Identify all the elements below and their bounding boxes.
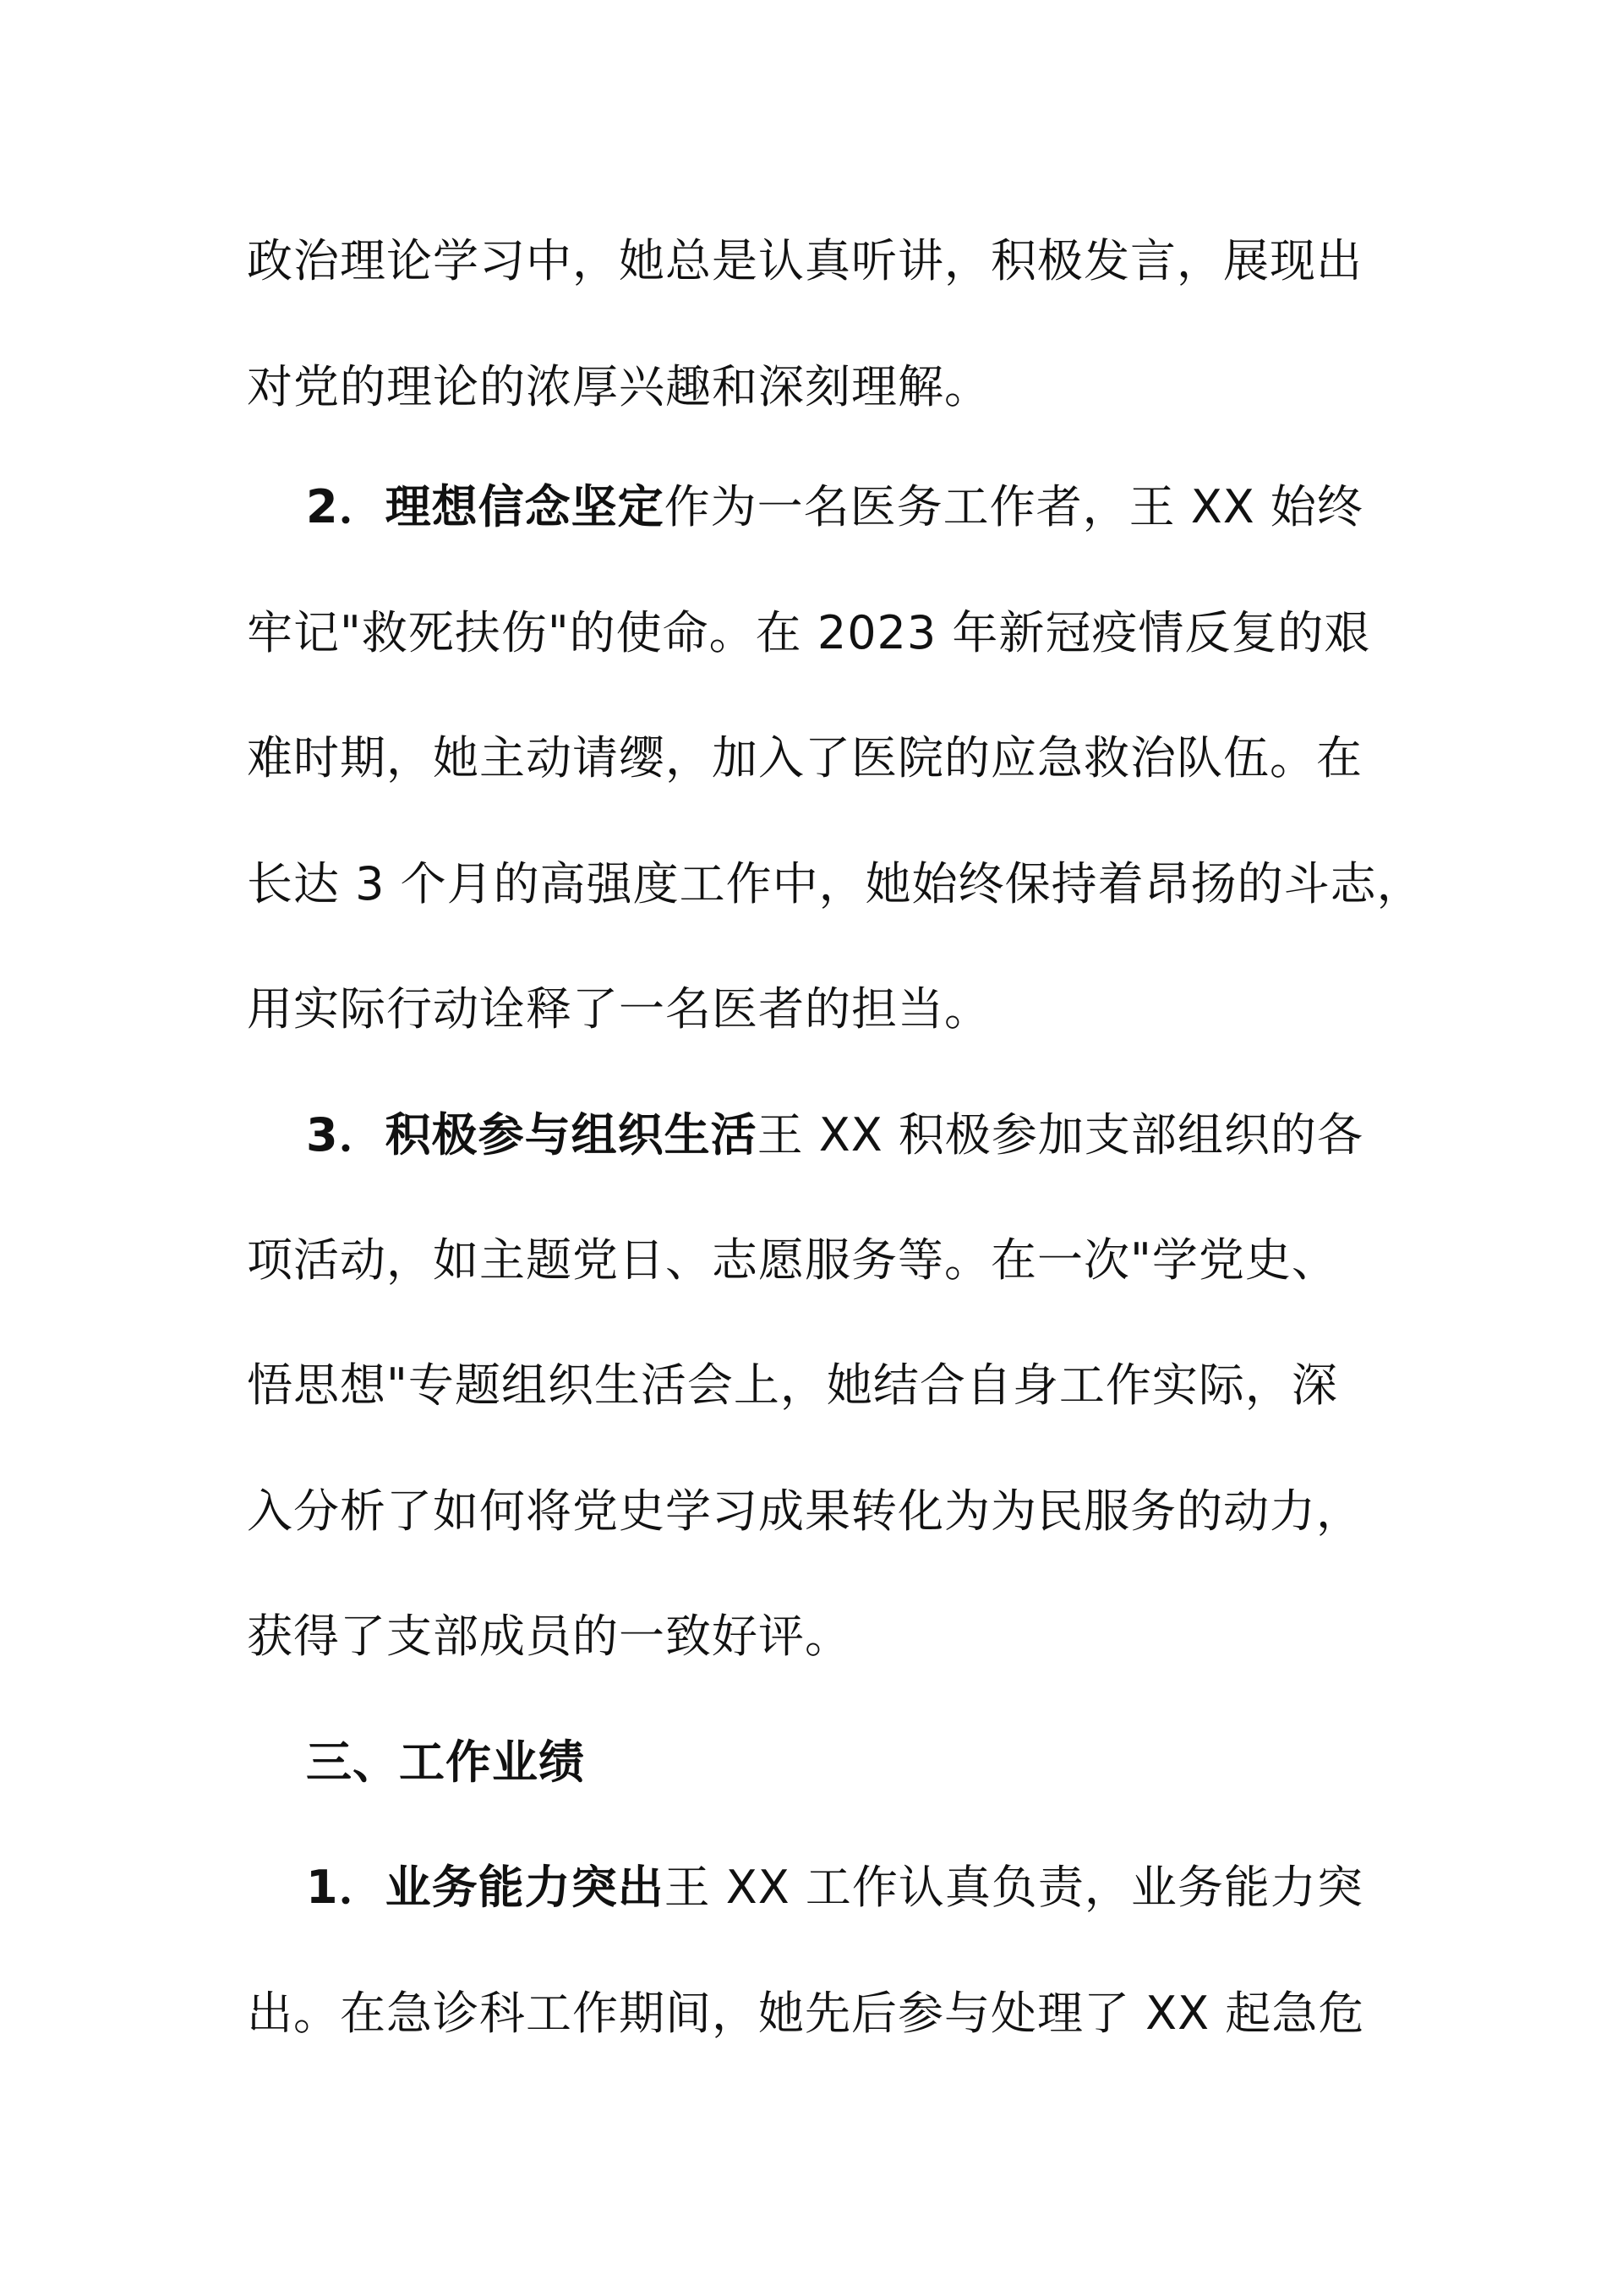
paragraph-line: 获得了支部成员的一致好评。 [247, 1610, 851, 1663]
paragraph-line: 悟思想"专题组织生活会上，她结合自身工作实际，深 [247, 1358, 1338, 1412]
paragraph-line: 对党的理论的浓厚兴趣和深刻理解。 [247, 360, 991, 413]
paragraph-line: 牢记"救死扶伤"的使命。在 2023 年新冠疫情反复的艰 [247, 606, 1371, 659]
paragraph-line [306, 1856, 1489, 1919]
paragraph-text: 王 XX 积极参加支部组织的各 [757, 1108, 1363, 1162]
paragraph-line: 政治理论学习中，她总是认真听讲，积极发言，展现出 [247, 234, 1363, 287]
paragraph-line [306, 1104, 1489, 1167]
paragraph-line: 入分析了如何将党史学习成果转化为为民服务的动力， [247, 1484, 1363, 1538]
paragraph-line [306, 476, 1489, 538]
paragraph-line: 项活动，如主题党日、志愿服务等。在一次"学党史、 [247, 1233, 1338, 1287]
chapter-heading: 三、工作业绩 [306, 1736, 585, 1789]
paragraph-line: 用实际行动诠释了一名医者的担当。 [247, 982, 991, 1036]
paragraph-line: 长达 3 个月的高强度工作中，她始终保持着昂扬的斗志， [247, 857, 1424, 910]
section-heading: 2．理想信念坚定 [306, 480, 664, 533]
paragraph-line [306, 1731, 1489, 1794]
section-heading: 3．积极参与组织生活 [306, 1108, 757, 1162]
paragraph-text: 作为一名医务工作者，王 XX 始终 [664, 480, 1363, 533]
paragraph-line: 出。在急诊科工作期间，她先后参与处理了 XX 起急危 [247, 1987, 1365, 2040]
paragraph-text: 王 XX 工作认真负责，业务能力突 [664, 1861, 1363, 1914]
section-heading: 1．业务能力突出 [306, 1861, 664, 1914]
paragraph-line: 难时期，她主动请缨，加入了医院的应急救治队伍。在 [247, 731, 1363, 784]
